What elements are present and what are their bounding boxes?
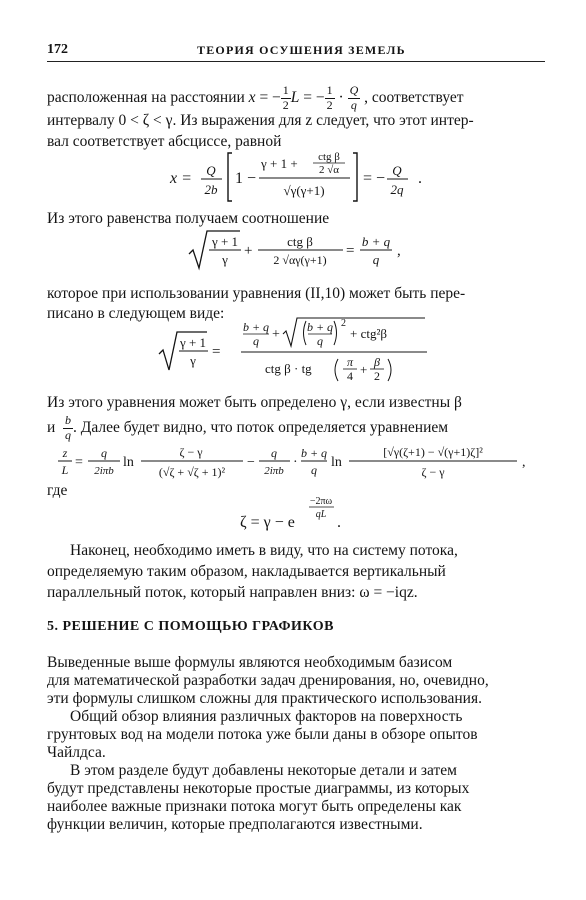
eq-op: = [212, 344, 221, 360]
eq-lhs: x = [170, 170, 192, 187]
paren-right [388, 359, 391, 381]
eq-frac-den: 2 √αγ(γ+1) [273, 253, 327, 267]
paragraph-3-line-3: Чайлдса. [47, 744, 106, 761]
eq-end: . [418, 170, 422, 187]
eq-pi-num: π [346, 355, 354, 369]
eq-end: , [522, 455, 526, 470]
eq-root-den: γ [222, 252, 228, 267]
eq-root-num: γ + 1 [211, 234, 239, 249]
eq-root-num: γ + 1 [179, 335, 207, 350]
text-line-8 [47, 414, 448, 443]
eq-op: + [272, 327, 280, 342]
text-line-7: Из этого уравнения может быть определено γ, если известны β [47, 394, 462, 411]
eq-b-num: b + q [306, 320, 334, 334]
eq-log2-num: [√γ(ζ+1) − √(γ+1)ζ]² [383, 445, 483, 459]
fraction-Q-over-q [348, 84, 361, 113]
paren-right [334, 321, 337, 345]
eq-exp-den: qL [315, 509, 327, 520]
eq-pi-den: 4 [347, 369, 353, 383]
eq-rhs-den: 2q [390, 182, 404, 197]
eq-op: = [346, 243, 355, 259]
paragraph-4-line-3: наиболее важные признаки потока могут быть определены как [47, 798, 462, 815]
eq-log1-den: (√ζ + √ζ + 1)² [158, 465, 226, 479]
paragraph-3-line-2: грунтовых вод на модели потока уже были даны в обзоре опытов [47, 726, 478, 743]
text-run: , соответствует [360, 88, 464, 106]
eq-c1-den: 2iπb [94, 465, 114, 477]
eq-log1-num: ζ − γ [179, 445, 203, 459]
paren-left [304, 321, 307, 345]
eq-op: − [247, 455, 255, 470]
eq-root-den: γ [190, 353, 196, 368]
math-op: = − [299, 88, 325, 106]
eq-beta-den: 2 [374, 369, 380, 383]
eq-rhs-num: b + q [361, 234, 391, 249]
paragraph-1-line-2: определяемую таким образом, накладывается вертикальный [47, 563, 446, 580]
eq-ln: ln [123, 455, 134, 470]
text-line-9: где [47, 482, 68, 499]
paragraph-2-line-2: для математической разработки задач дренирования, но, очевидно, [47, 672, 489, 689]
paren-left [335, 359, 338, 381]
eq-exponent: 2 [341, 318, 346, 329]
left-bracket [228, 153, 232, 201]
eq-c3-num: b + q [300, 446, 328, 460]
eq-lhs: ζ = γ − e [240, 514, 295, 531]
fraction-numerator: 1 [326, 83, 333, 97]
eq-op: + [360, 362, 368, 377]
text-run: . Далее будет видно, что поток определяется уравнением [73, 418, 449, 436]
equation-4 [55, 440, 545, 486]
paragraph-2-line-3: эти формулы слишком сложны для практического использования. [47, 690, 482, 707]
eq-frac-num: ctg β [287, 234, 313, 249]
fraction-numerator: Q [349, 83, 359, 97]
eq-c1-num: q [101, 446, 107, 460]
eq-den-a: ctg β · tg [265, 361, 312, 376]
paragraph-1-line-3: параллельный поток, который направлен вниз: ω = −iqz. [47, 584, 418, 601]
eq-log2-den: ζ − γ [421, 465, 445, 479]
eq-exp-num: −2πω [309, 496, 333, 507]
eq-coef-den: 2b [204, 182, 218, 197]
paragraph-4-line-1: В этом разделе будут добавлены некоторые детали и затем [70, 762, 457, 779]
right-bracket [353, 153, 357, 201]
paragraph-4-line-4: функции величин, которые предполагаются известными. [47, 816, 423, 833]
paragraph-1-line-1: Наконец, необходимо иметь в виду, что на систему потока, [70, 542, 458, 559]
text-run: и [47, 418, 56, 436]
eq-beta-num: β [374, 355, 380, 369]
eq-b-den: q [317, 334, 323, 348]
text-line-4: Из этого равенства получаем соотношение [47, 210, 330, 227]
paragraph-4-line-2: будут представлены некоторые простые диаграммы, из которых [47, 780, 470, 797]
text-line-5: которое при использовании уравнения (II,10) может быть пере- [47, 285, 466, 302]
eq-a-num: b + q [242, 320, 270, 334]
eq-rhs-op: = − [363, 170, 386, 187]
eq-z: z [62, 446, 68, 460]
eq-op: + [244, 243, 253, 259]
text-line-3: вал соответствует абсциссе, равной [47, 133, 282, 150]
fraction-denominator: q [65, 427, 72, 442]
fraction-half [325, 84, 335, 113]
eq-ctg-den: 2 √α [318, 164, 340, 176]
eq-end: , [397, 243, 401, 259]
fraction-denominator: 2 [282, 97, 289, 112]
text-run: расположенная на расстоянии [47, 88, 249, 106]
eq-op: · [293, 455, 298, 470]
eq-c2-num: q [271, 446, 277, 460]
running-head: ТЕОРИЯ ОСУШЕНИЯ ЗЕМЕЛЬ [197, 43, 406, 57]
eq-coef-num: Q [206, 163, 216, 178]
eq-ctg2: + ctg²β [350, 326, 387, 341]
eq-rhs-den: q [372, 252, 380, 267]
math-var-x: x [248, 88, 256, 106]
paragraph-3-line-1: Общий обзор влияния различных факторов на поверхность [70, 708, 463, 725]
eq-inner-num: γ + 1 + [261, 156, 298, 171]
text-line-1: расположенная на расстоянии x = − $\frac{1}{2}$ L = − $\frac{1}{2}$ · $\frac{Q}{q}$ , соответствует [47, 83, 464, 112]
eq-L: L [61, 463, 69, 477]
eq-ln: ln [331, 455, 342, 470]
page-number: 172 [47, 42, 68, 57]
eq-rhs-num: Q [392, 163, 402, 178]
math-op: = − [255, 88, 281, 106]
eq-den: √γ(γ+1) [283, 183, 325, 198]
equation-2 [185, 228, 425, 274]
eq-one-minus: 1 − [235, 170, 257, 187]
math-var-L: L [290, 88, 300, 106]
fraction-denominator: q [350, 97, 357, 112]
text-line-2: интервалу 0 < ζ < γ. Из выражения для z следует, что этот интер- [47, 112, 474, 129]
fraction-half [281, 84, 291, 113]
equation-5 [238, 494, 378, 534]
fraction-numerator: 1 [282, 83, 289, 97]
eq-c3-den: q [311, 463, 317, 477]
eq-end: . [337, 514, 341, 531]
eq-op: = [75, 455, 83, 470]
fraction-b-over-q [63, 414, 73, 443]
text-line-6: писано в следующем виде: [47, 305, 225, 322]
page-header [47, 42, 545, 60]
equation-1 [160, 150, 460, 204]
header-rule [47, 61, 545, 62]
paragraph-2-line-1: Выведенные выше формулы являются необходимым базисом [47, 654, 453, 671]
eq-ctg-num: ctg β [318, 151, 340, 163]
equation-3 [155, 316, 455, 386]
section-heading: 5. РЕШЕНИЕ С ПОМОЩЬЮ ГРАФИКОВ [47, 619, 334, 634]
fraction-denominator: 2 [326, 97, 333, 112]
eq-a-den: q [253, 334, 259, 348]
fraction-numerator: b [65, 413, 72, 427]
eq-c2-den: 2iπb [264, 465, 284, 477]
